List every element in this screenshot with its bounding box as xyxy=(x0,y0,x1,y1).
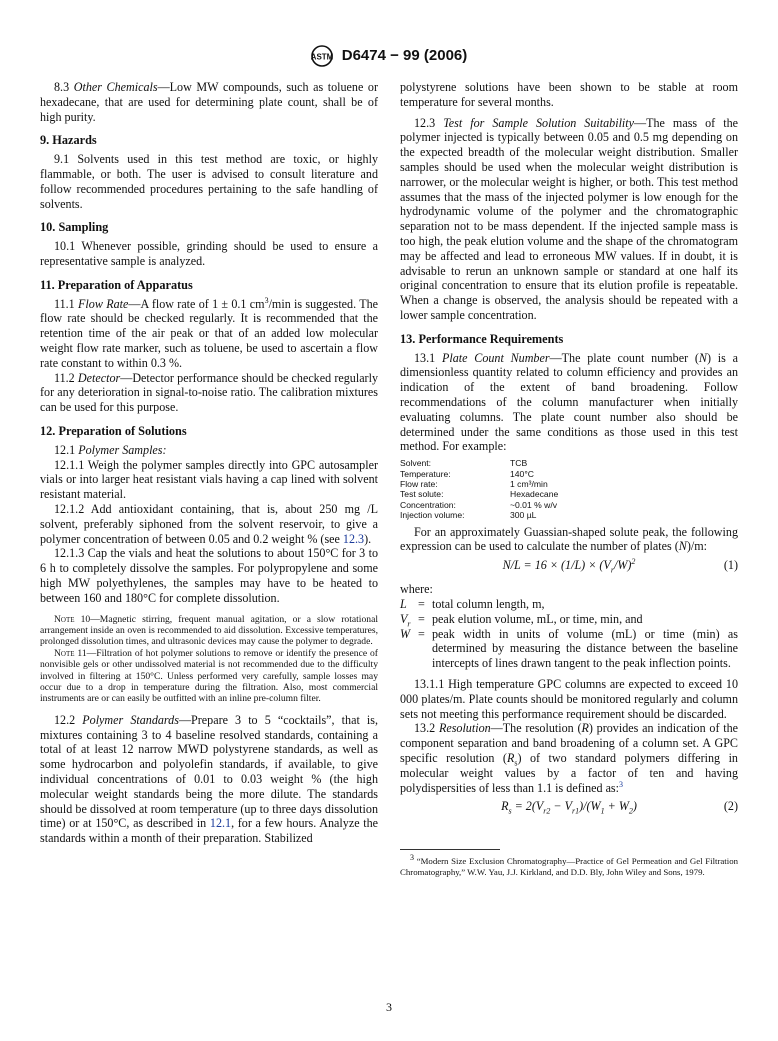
section-12-1-2: 12.1.2 Add antioxidant containing, that is, about 250 mg /L solvent, preferably siphoned from the solvent reservoir, to give a polymer concentration of between 0.05 and 0.2 weight % (see 12.3). xyxy=(40,501,378,546)
link-12-3[interactable]: 12.3 xyxy=(342,531,365,546)
section-12-3: 12.3 Test for Sample Solution Suitability—The mass of the polymer injected is typically between 0.05 and 0.5 mg depending on the expected breadth of the molecular weight distribution. Smaller samples should be used when the molecular weight distribution is narrower, or the molecular weight is higher, or both. This test method assumes that the mass of the injected polymer is low enough for the hydrodynamic volume of the polymer and the chromatographic separation not to be mass dependent. If the injected sample mass is too high, the peak elution volume and the shape of the chromatogram may be affected and lead to erroneous MW values. If in doubt, it is advisable to rerun an unknown sample or standard at one half its original concentration to ensure that its elution profile is repeatable. When a change is observed, the analysis should be repeated with a lower sample concentration. xyxy=(400,115,738,322)
heading-performance-requirements: 13. Performance Requirements xyxy=(400,331,564,346)
section-9-1: 9.1 Solvents used in this test method are toxic, or highly flammable, or both. The user is advised to consult literature and follow recommended procedures pertaining to the safe handling of solvents. xyxy=(40,152,378,211)
section-11-1: 11.1 Flow Rate—A flow rate of 1 ± 0.1 $cm^3/\min$ is suggested. The flow rate should be checked regularly. It is recommended that the retention time of the air peak or that of an added low molecular weight flow rate marker, such as toluene, be used to ascertain a flow rate constant to within 0.3 %. xyxy=(40,295,379,370)
table-row: Solvent: TCB xyxy=(400,458,528,469)
section-13-1-1: 13.1.1 High temperature GPC columns are expected to exceed 10 000 plates/m. Plate counts should be monitored regularly and column sets not meeting this performance requirement should be discarded. xyxy=(400,676,738,721)
list-item: L = total column length, m, xyxy=(400,596,545,611)
heading-sampling: 10. Sampling xyxy=(40,220,109,235)
section-13-2: 13.2 Resolution—The resolution (R) provides an indication of the component separation and band broadening of a column set. A GPC specific resolution $(R_s)$ of two standard polymers differing in molecular weight values by a factor of ten and having polydispersities of less than 1.1 is defined as:$^3$ xyxy=(400,721,739,795)
page-number: 3 xyxy=(386,1000,392,1014)
list-item: W = peak width in units of volume (mL) or time (min) as determined by measuring the distance between the baseline intercepts of lines drawn tangent to the peak inflection points. xyxy=(400,626,738,671)
footnote-divider xyxy=(400,849,500,850)
section-8-3: 8.3 Other Chemicals—Low MW compounds, such as toluene or hexadecane, that are used for determining plate count, shall be of high purity. xyxy=(40,80,378,124)
gaussian-paragraph: For an approximately Guassian-shaped solute peak, the following expression can be used to calculate the number of plates (N)/m: xyxy=(400,524,738,554)
heading-preparation-apparatus: 11. Preparation of Apparatus xyxy=(40,277,193,292)
table-row: Concentration: ~0.01 % w/v xyxy=(400,499,558,510)
equation-number: (1) xyxy=(723,558,738,573)
list-item: $V_r$ = peak elution volume, mL, or time, min, and xyxy=(400,611,643,629)
section-10-1: 10.1 Whenever possible, grinding should be used to ensure a representative sample is analyzed. xyxy=(40,239,378,268)
where-label: where: xyxy=(400,582,433,597)
continuation-text: polystyrene solutions have been shown to be stable at room temperature for several months. xyxy=(400,80,738,109)
section-12-1-1: 12.1.1 Weigh the polymer samples directly into GPC autosampler vials or into larger heat resistant vials having a cap lined with solvent resistant material. xyxy=(40,457,378,502)
link-12-1[interactable]: 12.1 xyxy=(209,816,232,831)
heading-preparation-solutions: 12. Preparation of Solutions xyxy=(40,423,187,438)
equation-2: $R_s = 2(V_{r2} - V_{r1})/(W_1 + W_2)$ (2) xyxy=(501,799,738,816)
table-row: Temperature: 140°C xyxy=(400,468,534,479)
table-row: Test solute: Hexadecane xyxy=(400,489,559,500)
astm-logo-icon xyxy=(311,45,333,67)
heading-hazards: 9. Hazards xyxy=(40,133,97,148)
note-11: Note 11—Filtration of hot polymer solutions to remove or identify the presence of nonvisible gels or other undissolved material is not recommended due to the difficulty involved in filtering at 150°C. Unless performed very carefully, sample losses may occur due to a drop in temperature during the filtration. Also, most commercial instruments are or can easily be outfitted with an inline pre-column filter. xyxy=(40,647,379,705)
equation-1: $N/L = 16 \times (1/L) \times (V_r/W)^2$ (1) xyxy=(502,557,738,575)
section-13-1: 13.1 Plate Count Number—The plate count number (N) is a dimensionless quantity related to column efficiency and provides an indication of the extent of band broadening. Follow recommendations of the column manufacturer when initially evaluating columns. The plate count number also should be determined under the same conditions as those used in this test method. For example: xyxy=(400,350,738,454)
example-conditions-table xyxy=(400,458,600,520)
section-12-2: 12.2 Polymer Standards—Prepare 3 to 5 “cocktails”, that is, mixtures containing 3 to 4 baseline resolved standards, containing a total of at least 12 narrow MWD polystyrene standards, as well as some hydrocarbon and polyolefin standards, if available, to give individual concentrations of 0.01 to 0.03 weight % (the high molecular weight standards being the more dilute. The standards should be dissolved at room temperature (up to three days dissolution time) or at 150°C, as described in 12.1, for a few hours. Analyze the standards within a month of their preparation. Stabilized xyxy=(40,712,379,846)
svg-text:ASTM: ASTM xyxy=(310,52,333,62)
page-header xyxy=(0,45,778,67)
section-12-1: 12.1 Polymer Samples: xyxy=(54,442,167,457)
footnote-3: $^3$ “Modern Size Exclusion Chromatography—Practice of Gel Permeation and Gel Filtration Chromatography,” W.W. Yau, J.J. Kirkland, and D.D. Bly, John Wiley and Sons, 1979. xyxy=(400,853,738,877)
equation-number: (2) xyxy=(723,799,738,814)
footnote-ref-3[interactable]: 3 xyxy=(619,779,623,789)
right-column xyxy=(400,80,738,877)
section-12-1-3: 12.1.3 Cap the vials and heat the solutions to about 150°C for 3 to 6 h to completely dissolve the samples. For polypropylene and some high MW polyethylenes, the samples may have to be heated to between 160 and 180°C for complete dissolution. xyxy=(40,546,378,605)
table-row: Injection volume: 300 µL xyxy=(400,510,537,521)
standard-designation: D6474 − 99 (2006) xyxy=(341,46,468,64)
note-10: Note 10—Magnetic stirring, frequent manual agitation, or a slow rotational arrangement inside an oven is recommended to aid dissolution. Excessive temperatures, prolonged dissolution times, and ultrasonic devices may cause the polymer to degrade. xyxy=(40,613,378,648)
table-row: Flow rate: 1 cm³/min xyxy=(400,478,548,489)
definitions-list xyxy=(400,597,738,671)
left-column xyxy=(40,80,378,846)
section-11-2: 11.2 Detector—Detector performance should be checked regularly for any deterioration in signal-to-noise ratio. The calibration mixtures can be used for this purpose. xyxy=(40,370,378,415)
